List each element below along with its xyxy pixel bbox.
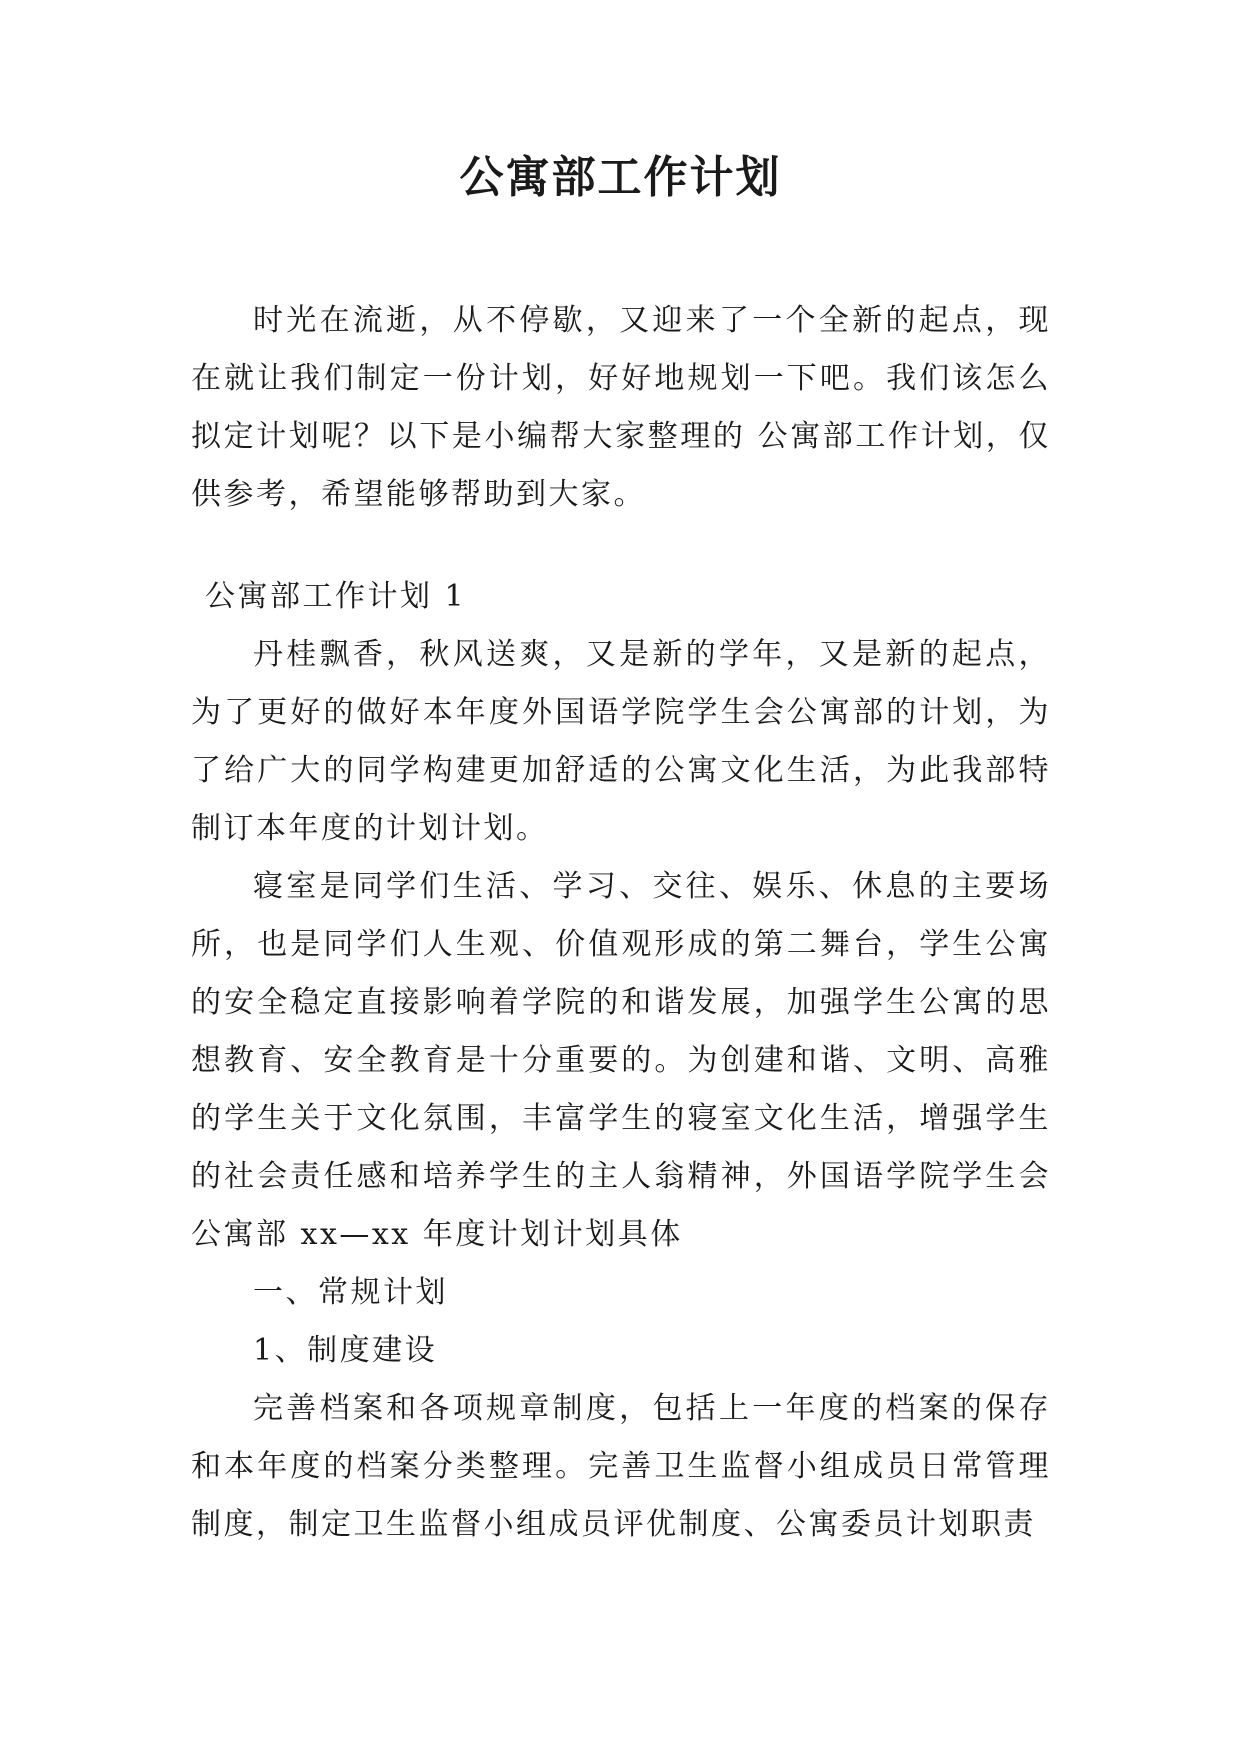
intro-paragraph: 时光在流逝，从不停歇，又迎来了一个全新的起点，现在就让我们制定一份计划，好好地规划一下吧。我们该怎么拟定计划呢？以下是小编帮大家整理的 公寓部工作计划，仅供参考，希望能够帮助到大家。 <box>191 303 1051 512</box>
body-paragraph-3: 完善档案和各项规章制度，包括上一年度的档案的保存和本年度的档案分类整理。完善卫生监督小组成员日常管理制度，制定卫生监督小组成员评优制度、公寓委员计划职责 <box>191 1391 1051 1542</box>
body-paragraph-1: 丹桂飘香，秋风送爽，又是新的学年，又是新的起点，为了更好的做好本年度外国语学院学生会公寓部的计划，为了给广大的同学构建更加舒适的公寓文化生活，为此我部特制订本年度的计划计划。 <box>191 637 1051 846</box>
document-body <box>191 292 1051 1554</box>
list-heading-1: 一、常规计划 <box>253 1275 448 1310</box>
list-heading-2: 1、制度建设 <box>253 1333 438 1368</box>
document-title: 公寓部工作计划 <box>459 152 782 203</box>
paragraph-gap <box>191 524 1051 568</box>
body-paragraph-2: 寝室是同学们生活、学习、交往、娱乐、休息的主要场所，也是同学们人生观、价值观形成的第二舞台，学生公寓的安全稳定直接影响着学院的和谐发展，加强学生公寓的思想教育、安全教育是十分重要的。为创建和谐、文明、高雅的学生关于文化氛围，丰富学生的寝室文化生活，增强学生的社会责任感和培养学生的主人翁精神，外国语学院学生会公寓部 xx—xx 年度计划计划具体 <box>191 869 1051 1252</box>
section-heading: 公寓部工作计划 1 <box>205 579 467 614</box>
